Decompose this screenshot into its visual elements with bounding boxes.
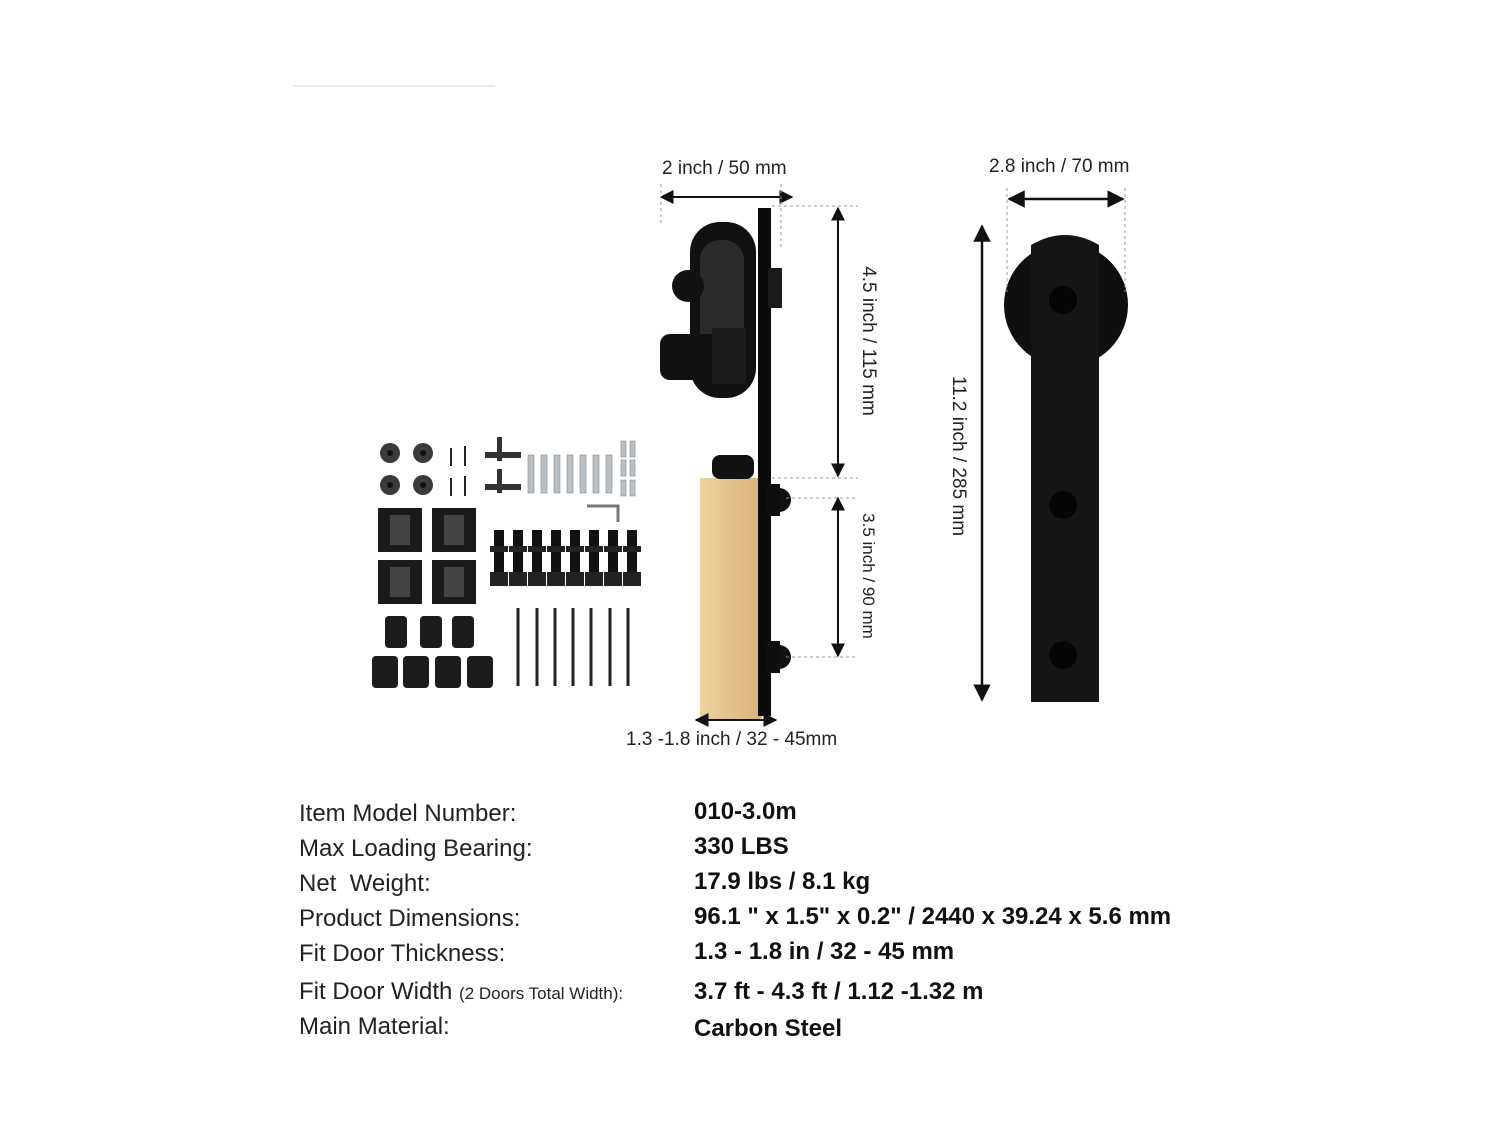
bolt-spacing-label: 3.5 inch / 90 mm <box>859 513 878 639</box>
hardware-parts-kit <box>372 437 641 688</box>
spec-label-note: (2 Doors Total Width): <box>459 984 624 1003</box>
spec-value: 3.7 ft - 4.3 ft / 1.12 -1.32 m <box>694 978 984 1005</box>
spec-label: Main Material: <box>299 1013 450 1040</box>
spec-label: Item Model Number: <box>299 800 517 827</box>
spec-value: Carbon Steel <box>694 1015 843 1042</box>
strap-front-view <box>1004 233 1128 702</box>
spec-label: Fit Door Thickness: <box>299 940 506 967</box>
upper-height-label: 4.5 inch / 115 mm <box>858 266 879 416</box>
door-thickness-label: 1.3 -1.8 inch / 32 - 45mm <box>626 729 838 750</box>
spec-value: 010-3.0m <box>694 798 797 825</box>
strap-height-label: 11.2 inch / 285 mm <box>948 375 969 537</box>
spec-label: Product Dimensions: <box>299 905 521 932</box>
spec-label <box>299 978 623 1006</box>
roller-width-label: 2 inch / 50 mm <box>662 158 787 179</box>
spec-label: Net Weight: <box>299 870 431 897</box>
spec-label-text: Fit Door Width <box>299 978 453 1005</box>
strap-width-label: 2.8 inch / 70 mm <box>989 156 1130 177</box>
spec-value: 17.9 lbs / 8.1 kg <box>694 868 871 895</box>
spec-label: Max Loading Bearing: <box>299 835 533 862</box>
roller-side-view <box>660 208 791 720</box>
spec-value: 1.3 - 1.8 in / 32 - 45 mm <box>694 938 955 965</box>
spec-value: 330 LBS <box>694 833 789 860</box>
spec-value: 96.1 " x 1.5" x 0.2" / 2440 x 39.24 x 5.6 mm <box>694 903 1172 930</box>
